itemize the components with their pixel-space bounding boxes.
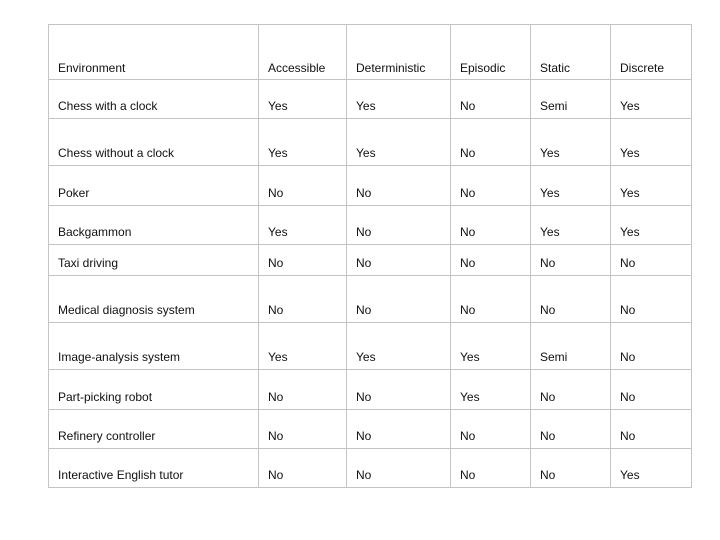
cell-deterministic: No (347, 276, 451, 323)
header-discrete: Discrete (611, 25, 692, 80)
cell-environment: Chess with a clock (49, 80, 259, 119)
cell-environment: Part-picking robot (49, 370, 259, 410)
cell-discrete: No (611, 245, 692, 276)
cell-environment: Backgammon (49, 206, 259, 245)
cell-accessible: No (259, 276, 347, 323)
cell-deterministic: No (347, 449, 451, 488)
cell-static: No (531, 276, 611, 323)
cell-episodic: No (451, 80, 531, 119)
cell-accessible: No (259, 166, 347, 206)
table-row (49, 449, 692, 488)
cell-deterministic: No (347, 166, 451, 206)
header-environment: Environment (49, 25, 259, 80)
cell-episodic: No (451, 410, 531, 449)
header-accessible: Accessible (259, 25, 347, 80)
cell-episodic: No (451, 206, 531, 245)
cell-deterministic: No (347, 410, 451, 449)
table-row (49, 206, 692, 245)
table-row (49, 119, 692, 166)
cell-environment: Medical diagnosis system (49, 276, 259, 323)
header-episodic: Episodic (451, 25, 531, 80)
cell-episodic: Yes (451, 370, 531, 410)
cell-static: No (531, 410, 611, 449)
cell-deterministic: Yes (347, 119, 451, 166)
cell-environment: Poker (49, 166, 259, 206)
cell-accessible: Yes (259, 119, 347, 166)
header-deterministic: Deterministic (347, 25, 451, 80)
cell-static: Semi (531, 323, 611, 370)
table-row (49, 80, 692, 119)
cell-deterministic: No (347, 206, 451, 245)
cell-accessible: Yes (259, 206, 347, 245)
cell-episodic: No (451, 449, 531, 488)
cell-deterministic: No (347, 370, 451, 410)
cell-episodic: No (451, 245, 531, 276)
cell-static: Yes (531, 166, 611, 206)
header-static: Static (531, 25, 611, 80)
environment-properties-table (48, 24, 692, 488)
cell-discrete: Yes (611, 449, 692, 488)
cell-episodic: No (451, 166, 531, 206)
cell-static: No (531, 370, 611, 410)
cell-episodic: No (451, 119, 531, 166)
cell-accessible: No (259, 410, 347, 449)
cell-static: Yes (531, 206, 611, 245)
table-row (49, 166, 692, 206)
cell-discrete: Yes (611, 206, 692, 245)
cell-discrete: Yes (611, 80, 692, 119)
cell-environment: Image-analysis system (49, 323, 259, 370)
cell-deterministic: Yes (347, 80, 451, 119)
table-row (49, 323, 692, 370)
cell-environment: Interactive English tutor (49, 449, 259, 488)
table-row (49, 245, 692, 276)
cell-accessible: No (259, 449, 347, 488)
cell-discrete: No (611, 323, 692, 370)
cell-environment: Taxi driving (49, 245, 259, 276)
cell-accessible: No (259, 245, 347, 276)
cell-discrete: No (611, 410, 692, 449)
table-row (49, 370, 692, 410)
cell-episodic: Yes (451, 323, 531, 370)
table-row (49, 276, 692, 323)
cell-accessible: Yes (259, 323, 347, 370)
cell-discrete: No (611, 276, 692, 323)
cell-static: Yes (531, 119, 611, 166)
cell-discrete: Yes (611, 166, 692, 206)
cell-accessible: No (259, 370, 347, 410)
cell-static: No (531, 245, 611, 276)
cell-environment: Chess without a clock (49, 119, 259, 166)
table-row (49, 410, 692, 449)
cell-static: No (531, 449, 611, 488)
cell-static: Semi (531, 80, 611, 119)
cell-environment: Refinery controller (49, 410, 259, 449)
cell-deterministic: No (347, 245, 451, 276)
cell-discrete: Yes (611, 119, 692, 166)
cell-deterministic: Yes (347, 323, 451, 370)
cell-episodic: No (451, 276, 531, 323)
cell-discrete: No (611, 370, 692, 410)
cell-accessible: Yes (259, 80, 347, 119)
table-header-row (49, 25, 692, 80)
